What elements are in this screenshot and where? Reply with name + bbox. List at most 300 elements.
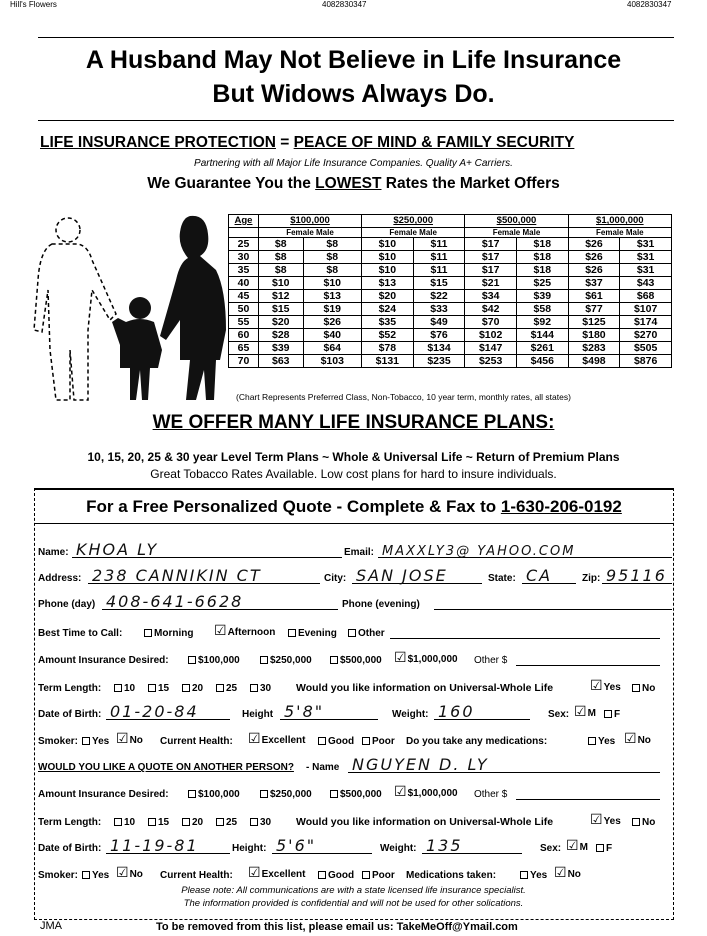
meds-no[interactable] [554,865,581,881]
term-30[interactable] [250,683,271,694]
rate-cell: $24 [362,303,414,316]
option-label: Excellent [261,735,306,746]
checkmark-icon[interactable]: ☑ [590,812,603,828]
height-field[interactable] [272,838,372,854]
checkbox[interactable] [216,818,224,826]
option-label: Yes [530,870,548,881]
address-value: 238 CANNIKIN CT [92,566,262,585]
another-name-field[interactable] [348,757,660,773]
guarantee-emph: LOWEST [315,175,382,192]
rate-cell: $134 [413,342,465,355]
fax-header [0,0,707,10]
gender-subheader: Female Male [362,228,465,238]
amount-header: $1,000,000 [568,215,671,228]
name-field[interactable] [72,542,342,558]
rate-cell: $8 [259,251,304,264]
checkbox[interactable] [288,629,296,637]
checkbox[interactable] [82,737,90,745]
amount-500k[interactable] [330,789,382,800]
rate-cell: $26 [568,251,620,264]
checkmark-icon[interactable]: ☑ [394,784,407,800]
rate-cell: $498 [568,355,620,368]
rate-cell: $253 [465,355,517,368]
name-value: KHOA LY [76,540,159,559]
rate-cell: $8 [303,251,362,264]
age-cell: 65 [229,342,259,355]
rate-cell: $15 [413,277,465,290]
checkbox[interactable] [188,656,196,664]
rate-cell: $10 [362,238,414,251]
option-label: $1,000,000 [407,654,458,665]
checkbox[interactable] [596,844,604,852]
age-cell: 55 [229,316,259,329]
checkmark-icon[interactable]: ☑ [116,865,129,881]
rate-cell: $18 [516,238,568,251]
another-person-row [38,753,672,775]
rate-row [229,277,672,290]
sex-f[interactable] [604,709,620,720]
meds-taken-label: Medications taken: [406,870,497,881]
option-label: 20 [192,683,204,694]
term-label: Term Length: [38,683,102,694]
option-label: Other [358,628,385,639]
offer-colon: : [548,412,555,433]
term-25[interactable] [216,683,237,694]
height-field[interactable] [280,704,378,720]
another-name-value: NGUYEN D. LY [352,755,489,774]
offer-heading-text: WE OFFER MANY LIFE INSURANCE PLANS [152,412,549,433]
option-label: F [606,843,613,854]
option-label: $500,000 [340,789,382,800]
rate-cell: $11 [413,251,465,264]
checkbox[interactable] [250,818,258,826]
checkmark-icon[interactable]: ☑ [624,731,637,747]
checkbox[interactable] [362,871,370,879]
age-cell: 30 [229,251,259,264]
age-cell: 25 [229,238,259,251]
rate-cell: $8 [259,264,304,277]
health-good[interactable] [318,870,354,881]
option-label: $250,000 [270,789,312,800]
amount-100k[interactable] [188,655,240,666]
rate-cell: $17 [465,264,517,277]
rate-cell: $17 [465,238,517,251]
amount-label: Amount Insurance Desired: [38,655,169,666]
age-cell: 45 [229,290,259,303]
checkbox[interactable] [114,818,122,826]
checkbox[interactable] [632,684,640,692]
offer-heading [0,412,707,434]
best-time-other-field[interactable] [390,623,660,639]
option-label: 30 [260,817,272,828]
checkbox[interactable] [330,790,338,798]
sex-label: Sex: [540,843,562,854]
rate-cell: $103 [303,355,362,368]
option-label: Good [328,736,355,747]
checkbox[interactable] [318,737,326,745]
family-silhouette-image [30,210,230,410]
city-field[interactable] [352,568,482,584]
rate-row [229,290,672,303]
checkbox[interactable] [188,790,196,798]
option-label: Evening [298,628,337,639]
option-label: Afternoon [227,627,276,638]
rate-cell: $31 [620,238,672,251]
term-15[interactable] [148,817,169,828]
footer-initials: JMA [40,920,62,932]
option-label: Yes [598,736,616,747]
checkbox[interactable] [330,656,338,664]
rate-row [229,251,672,264]
sex-f[interactable] [596,843,612,854]
rate-cell: $26 [568,264,620,277]
rate-row [229,238,672,251]
health-poor[interactable] [362,870,395,881]
chart-note: (Chart Represents Preferred Class, Non-Tobacco, 10 year term, monthly rates, all states) [236,392,571,402]
term-10[interactable] [114,817,135,828]
checkmark-icon[interactable]: ☑ [574,704,587,720]
quote-bar [34,490,674,524]
fax-number: 1-630-206-0192 [500,497,622,516]
partner-text: Partnering with all Major Life Insurance Companies. Quality A+ Carriers. [194,158,513,169]
phone-day-value: 408-641-6628 [106,592,244,611]
zip-field[interactable] [602,568,672,584]
checkbox[interactable] [114,684,122,692]
rate-cell: $876 [620,355,672,368]
best-time-morning[interactable] [144,628,193,639]
rate-row [229,303,672,316]
rate-cell: $61 [568,290,620,303]
smoker-yes[interactable] [82,870,109,881]
age-subheader [229,228,259,238]
dob-row [38,700,672,722]
option-label: $1,000,000 [407,788,458,799]
rate-table-body [229,238,672,368]
best-time-afternoon[interactable] [214,623,275,639]
term-label: Term Length: [38,817,102,828]
rate-cell: $15 [259,303,304,316]
checkbox[interactable] [250,684,258,692]
checkmark-icon[interactable]: ☑ [248,731,261,747]
option-label: 25 [226,817,238,828]
rate-cell: $92 [516,316,568,329]
term-30[interactable] [250,817,271,828]
name-email-row [38,538,672,560]
email-value: MAXXLY3@ YAHOO.COM [382,544,576,559]
height-value: 5'8" [284,702,325,721]
state-field[interactable] [522,568,576,584]
mother-figure [160,216,226,400]
fax-sender: Hill's Flowers [10,0,57,9]
rate-cell: $10 [362,264,414,277]
rate-cell: $26 [303,316,362,329]
option-label: Poor [372,870,395,881]
health-excellent[interactable] [248,731,305,747]
ul-yes[interactable] [590,678,621,694]
email-field[interactable] [378,542,672,558]
rate-cell: $174 [620,316,672,329]
rate-cell: $63 [259,355,304,368]
meds-question: Do you take any medications: [406,736,548,747]
option-label: No [129,735,143,746]
rate-cell: $180 [568,329,620,342]
ul-no[interactable] [632,683,655,694]
amount-100k[interactable] [188,789,240,800]
option-label: $100,000 [198,655,240,666]
tagline-part1: LIFE INSURANCE PROTECTION [40,134,276,151]
amount-other-field[interactable] [516,784,660,800]
rate-cell: $102 [465,329,517,342]
best-time-row [38,619,672,641]
rate-row [229,355,672,368]
option-label: Yes [603,682,621,693]
checkmark-icon[interactable]: ☑ [248,865,261,881]
rate-cell: $76 [413,329,465,342]
rate-cell: $70 [465,316,517,329]
option-label: 15 [158,683,170,694]
dob-field[interactable] [106,704,230,720]
rate-cell: $26 [568,238,620,251]
best-time-label: Best Time to Call: [38,628,123,639]
father-outline [34,218,116,400]
smoker-no[interactable] [116,865,143,881]
state-label: State: [488,573,516,584]
rate-cell: $8 [259,238,304,251]
option-label: 20 [192,817,204,828]
fax-number-center: 4082830347 [322,0,367,9]
child-figure [112,297,162,400]
age-cell: 70 [229,355,259,368]
option-label: No [129,869,143,880]
checkbox[interactable] [144,629,152,637]
rate-cell: $235 [413,355,465,368]
amount-500k[interactable] [330,655,382,666]
dob-value: 01-20-84 [110,702,199,721]
option-label: No [642,817,656,828]
checkmark-icon[interactable]: ☑ [554,865,567,881]
rate-cell: $11 [413,238,465,251]
amount-row [38,646,672,668]
term-20[interactable] [182,683,203,694]
rate-cell: $40 [303,329,362,342]
rate-cell: $21 [465,277,517,290]
height-label: Height: [232,843,267,854]
quote-bar-text: For a Free Personalized Quote - Complete & Fax to [86,497,501,516]
checkmark-icon[interactable]: ☑ [566,838,579,854]
age-header: Age [229,215,259,228]
dob-label: Date of Birth: [38,709,102,720]
headline-line1: A Husband May Not Believe in Life Insurance [85,46,622,74]
rate-cell: $18 [516,264,568,277]
term-25[interactable] [216,817,237,828]
age-cell: 50 [229,303,259,316]
smoker-row [38,727,672,749]
amount-row-2 [38,780,672,802]
rate-cell: $37 [568,277,620,290]
sex-m[interactable] [574,704,596,720]
term-15[interactable] [148,683,169,694]
term-row [38,674,672,696]
term-20[interactable] [182,817,203,828]
smoker-row-2 [38,861,672,883]
rate-cell: $35 [362,316,414,329]
option-label: 25 [226,683,238,694]
rate-cell: $11 [413,264,465,277]
health-good[interactable] [318,736,354,747]
dob-label: Date of Birth: [38,843,102,854]
health-poor[interactable] [362,736,395,747]
checkbox[interactable] [260,656,268,664]
option-label: $100,000 [198,789,240,800]
rate-cell: $456 [516,355,568,368]
checkbox[interactable] [182,818,190,826]
meds-yes[interactable] [520,870,547,881]
option-label: 30 [260,683,272,694]
option-label: M [587,708,596,719]
rate-cell: $43 [620,277,672,290]
headline-line2: But Widows Always Do. [212,80,495,108]
rate-cell: $10 [362,251,414,264]
sex-m[interactable] [566,838,588,854]
phone-evening-field[interactable] [434,594,672,610]
rate-cell: $131 [362,355,414,368]
option-label: Good [328,870,355,881]
phone-row [38,590,672,612]
address-field[interactable] [88,568,320,584]
rate-cell: $34 [465,290,517,303]
tagline-equals: = [275,134,294,151]
amount-250k[interactable] [260,655,312,666]
amount-header: $500,000 [465,215,568,228]
meds-yes[interactable] [588,736,615,747]
health-excellent[interactable] [248,865,305,881]
rate-cell: $147 [465,342,517,355]
checkbox[interactable] [588,737,596,745]
option-label: Excellent [261,869,306,880]
state-value: CA [526,566,553,585]
height-value: 5'6" [276,836,317,855]
checkbox[interactable] [148,684,156,692]
option-label: Poor [372,736,395,747]
rate-cell: $31 [620,264,672,277]
health-label: Current Health: [160,736,233,747]
city-value: SAN JOSE [356,566,448,585]
rate-cell: $505 [620,342,672,355]
removal-notice[interactable]: To be removed from this list, please email us: TakeMeOff@Ymail.com [156,921,518,933]
rate-cell: $8 [303,238,362,251]
rate-cell: $22 [413,290,465,303]
dob-value: 11-19-81 [110,836,199,855]
option-label: Morning [154,628,194,639]
plans-line: 10, 15, 20, 25 & 30 year Level Term Plans ~ Whole & Universal Life ~ Return of Premium Plans [87,450,620,464]
checkmark-icon[interactable]: ☑ [214,623,227,639]
rate-cell: $20 [362,290,414,303]
meds-no[interactable] [624,731,651,747]
checkmark-icon[interactable]: ☑ [116,731,129,747]
rate-cell: $78 [362,342,414,355]
checkbox[interactable] [318,871,326,879]
dob-field[interactable] [106,838,230,854]
option-label: No [567,869,581,880]
rate-row [229,329,672,342]
another-question: WOULD YOU LIKE A QUOTE ON ANOTHER PERSON? [38,762,294,773]
best-time-other[interactable] [348,628,385,639]
checkbox[interactable] [632,818,640,826]
checkmark-icon[interactable]: ☑ [394,650,407,666]
amount-1m[interactable] [394,650,458,666]
phone-evening-label: Phone (evening) [342,599,420,610]
checkbox[interactable] [82,871,90,879]
rate-cell: $39 [259,342,304,355]
checkbox[interactable] [216,684,224,692]
rate-cell: $13 [362,277,414,290]
rate-cell: $10 [259,277,304,290]
notice-line1: Please note: All communications are with a state licensed life insurance specialist. [181,885,526,896]
option-label: Yes [92,870,110,881]
checkbox[interactable] [362,737,370,745]
rate-cell: $19 [303,303,362,316]
top-rule [38,37,674,38]
rate-cell: $20 [259,316,304,329]
amount-1m[interactable] [394,784,458,800]
checkbox[interactable] [604,710,612,718]
smoker-no[interactable] [116,731,143,747]
rate-cell: $8 [303,264,362,277]
guarantee-line [0,175,707,193]
smoker-label: Smoker: [38,870,79,881]
option-label: M [579,842,588,853]
ul-yes[interactable] [590,812,621,828]
fax-number-right: 4082830347 [627,0,672,9]
rate-cell: $18 [516,251,568,264]
rate-cell: $58 [516,303,568,316]
checkbox[interactable] [148,818,156,826]
rate-cell: $270 [620,329,672,342]
option-label: Yes [92,736,110,747]
smoker-yes[interactable] [82,736,109,747]
checkbox[interactable] [348,629,356,637]
checkbox[interactable] [182,684,190,692]
rate-row [229,342,672,355]
checkbox[interactable] [520,871,528,879]
weight-field[interactable] [434,704,530,720]
dob-row-2 [38,834,672,856]
rate-row [229,264,672,277]
checkmark-icon[interactable]: ☑ [590,678,603,694]
name-label: Name: [38,547,69,558]
option-label: 10 [124,817,136,828]
amount-250k[interactable] [260,789,312,800]
gender-subheader: Female Male [259,228,362,238]
checkbox[interactable] [260,790,268,798]
best-time-evening[interactable] [288,628,337,639]
rate-cell: $283 [568,342,620,355]
term-row-2 [38,808,672,830]
option-label: $250,000 [270,655,312,666]
weight-field[interactable] [422,838,522,854]
rate-table [228,214,672,368]
amount-other-field[interactable] [516,650,660,666]
notice-line2: The information provided is confidential and will not be used for other solications. [183,898,524,909]
guarantee-post: Rates the Market Offers [381,175,560,192]
term-10[interactable] [114,683,135,694]
option-label: 10 [124,683,136,694]
weight-value: 160 [438,702,475,721]
rate-cell: $52 [362,329,414,342]
plans-line2: Great Tobacco Rates Available. Low cost plans for hard to insure individuals. [150,467,557,481]
ul-no[interactable] [632,817,655,828]
phone-day-field[interactable] [102,594,338,610]
